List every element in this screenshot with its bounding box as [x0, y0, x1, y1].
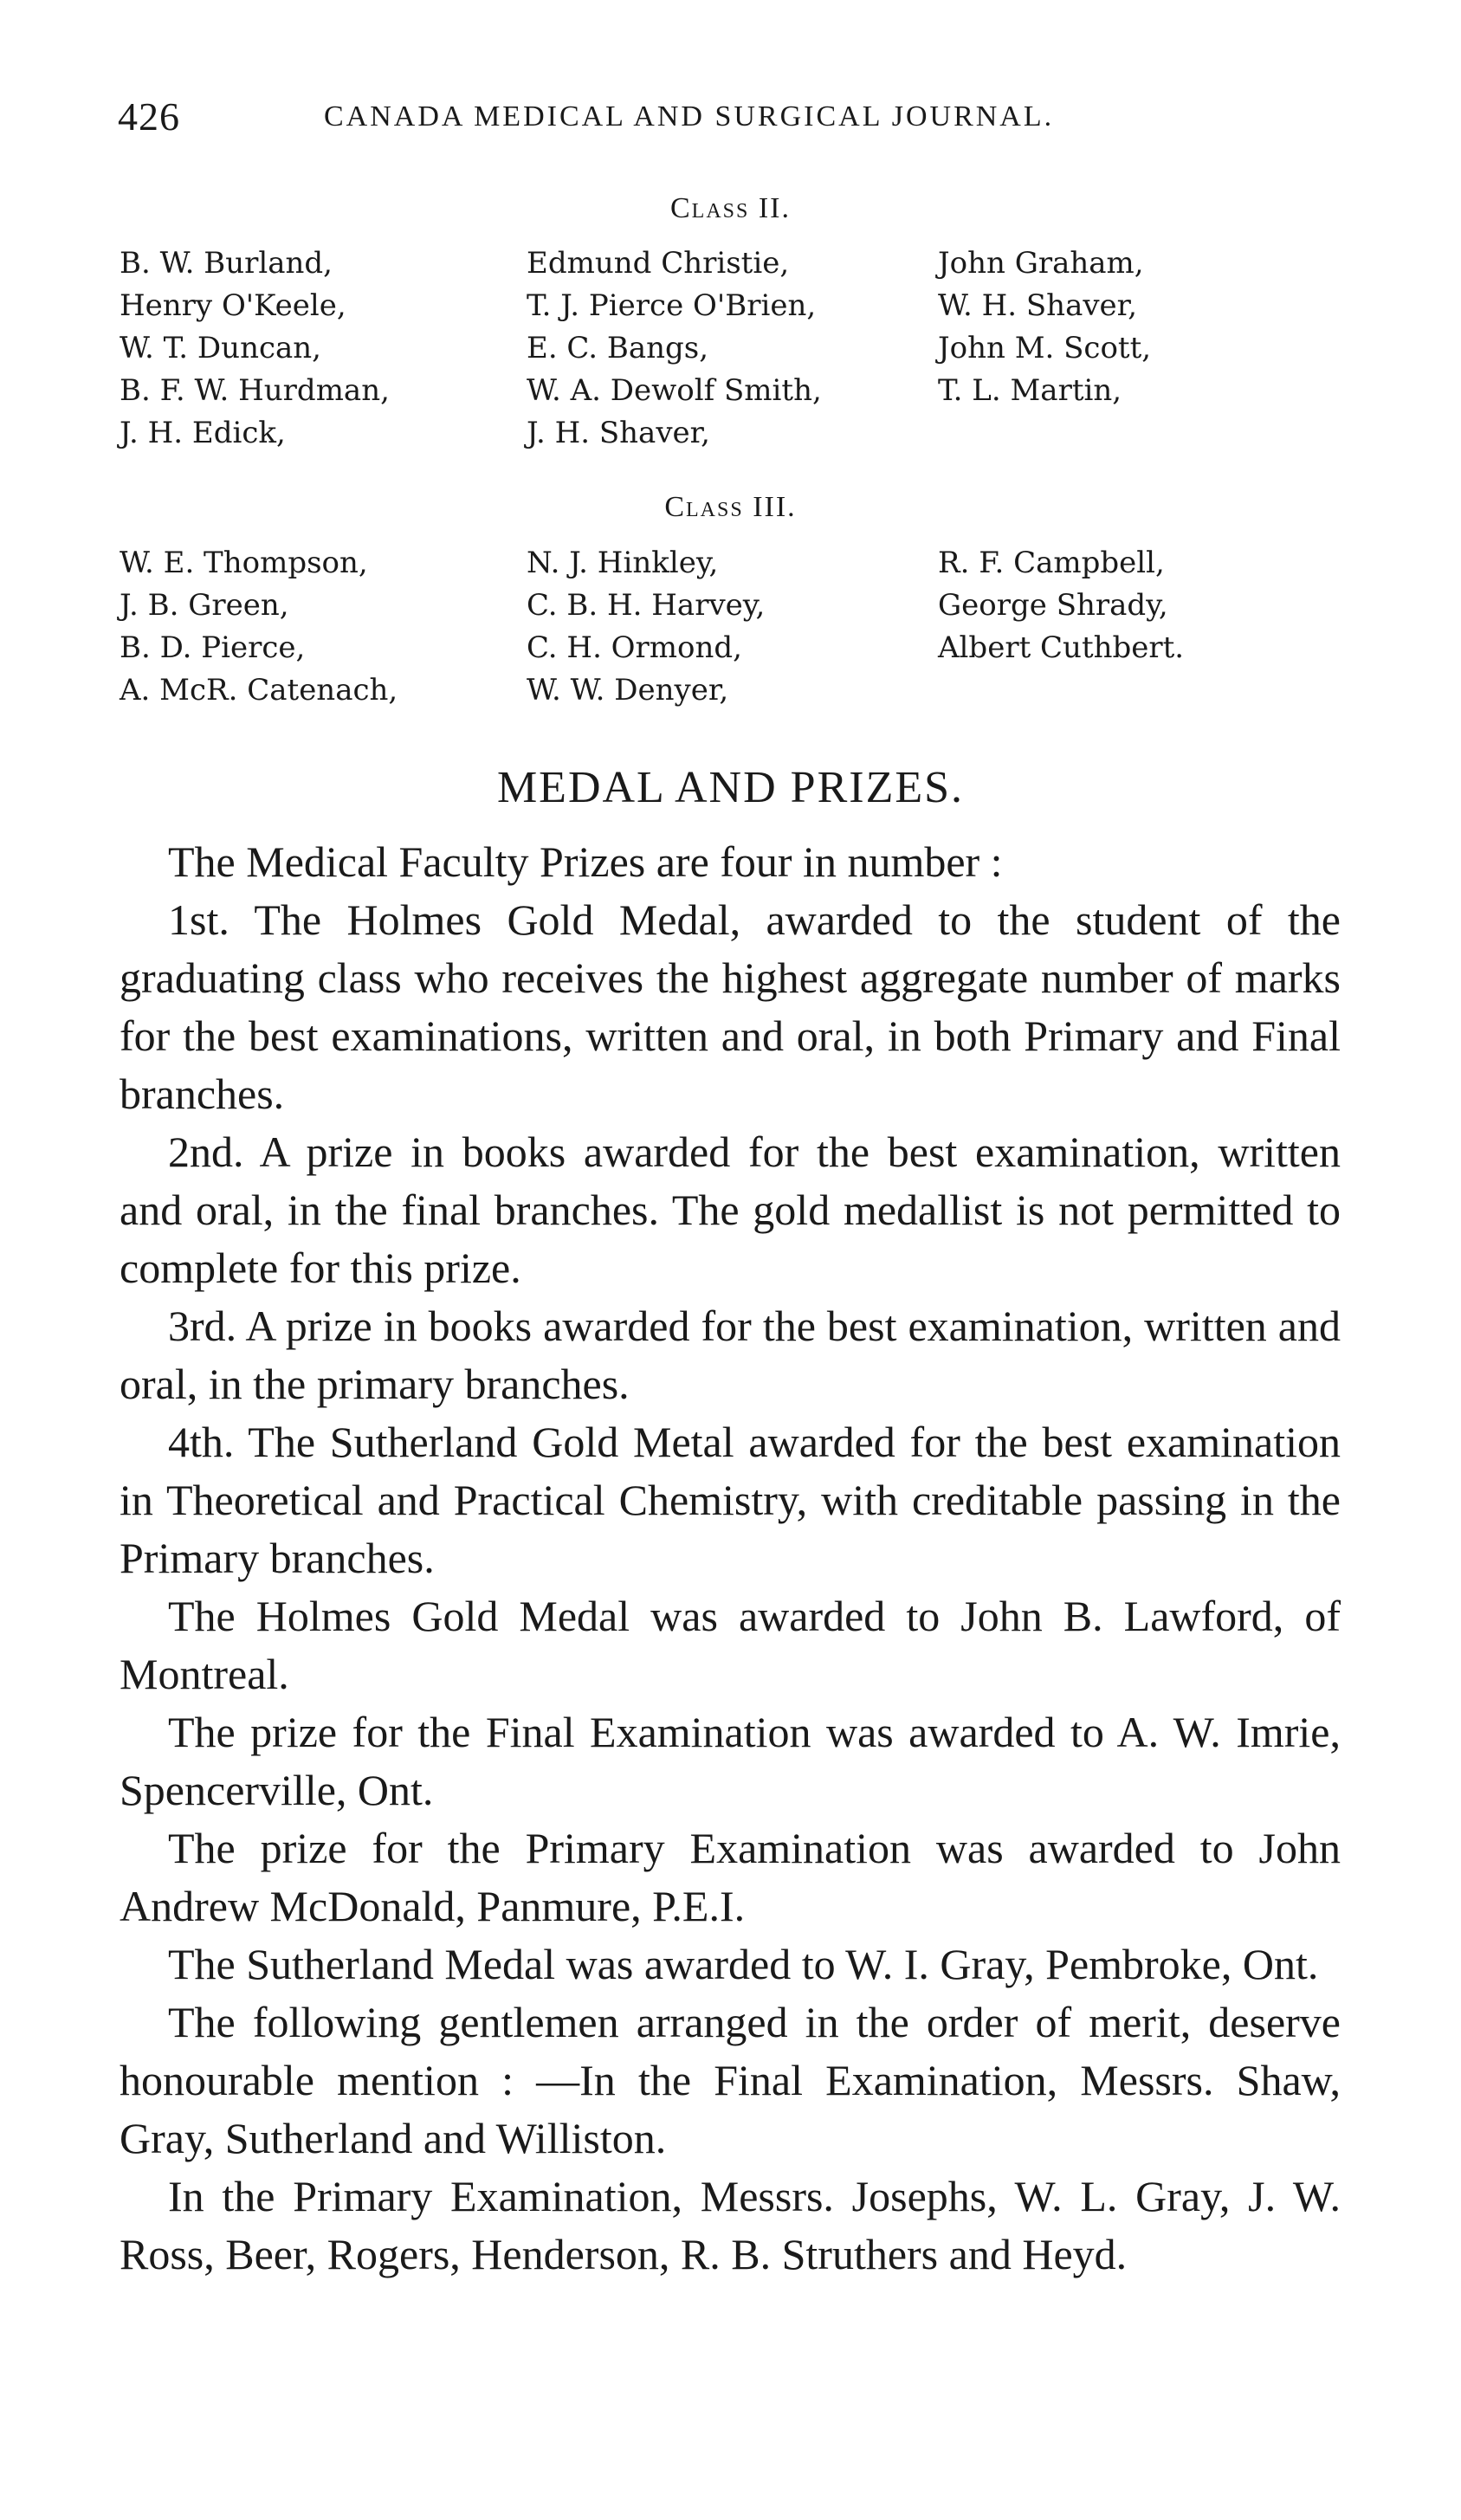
class-iii-column-2 [527, 542, 765, 712]
name-entry: J. H. Edick, [120, 416, 286, 450]
name-entry: J. H. Shaver, [527, 416, 710, 450]
class-ii-column-2 [527, 242, 822, 455]
name-entry: Henry O'Keele, [120, 288, 346, 323]
name-entry: C. B. H. Harvey, [527, 588, 766, 623]
class-ii-column-1 [120, 242, 390, 455]
name-entry: C. H. Ormond, [527, 630, 742, 665]
name-entry: B. D. Pierce, [120, 630, 306, 665]
paragraph: The prize for the Primary Examination was awarded to John Andrew McDonald, Panmure, P.E.I. [120, 1824, 1341, 1930]
name-entry: John Graham, [938, 246, 1144, 281]
class-ii-column-3 [938, 242, 1151, 412]
section-body [120, 833, 1341, 2284]
class-iii-column-1 [120, 542, 398, 712]
paragraph: The Holmes Gold Medal was awarded to John B. Lawford, of Montreal. [120, 1592, 1341, 1698]
name-entry: George Shrady, [938, 588, 1168, 623]
paragraph: The prize for the Final Examination was awarded to A. W. Imrie, Spencerville, Ont. [120, 1708, 1341, 1814]
name-entry: B. W. Burland, [120, 246, 333, 281]
name-entry: W. A. Dewolf Smith, [527, 373, 822, 408]
name-entry: Albert Cuthbert. [938, 630, 1185, 665]
name-entry: John M. Scott, [938, 331, 1152, 365]
name-entry: T. J. Pierce O'Brien, [527, 288, 817, 323]
class-ii-names [0, 242, 1461, 459]
paragraph: 3rd. A prize in books awarded for the best examination, written and oral, in the primary branches. [120, 1302, 1341, 1408]
name-entry: W. W. Denyer, [527, 673, 729, 708]
name-entry: Edmund Christie, [527, 246, 790, 281]
running-head [0, 94, 1461, 145]
paragraph: 2nd. A prize in books awarded for the best examination, written and oral, in the final branches. The gold medallist is not permitted to complete for this prize. [120, 1128, 1341, 1292]
name-entry: N. J. Hinkley, [527, 546, 719, 580]
name-entry: W. T. Duncan, [120, 331, 321, 365]
name-entry: J. B. Green, [120, 588, 289, 623]
class-iii-names [0, 542, 1461, 715]
paragraph: 4th. The Sutherland Gold Metal awarded for the best examination in Theoretical and Practical Chemistry, with creditable passing in the Primary branches. [120, 1418, 1341, 1582]
paragraph: The Sutherland Medal was awarded to W. I. Gray, Pembroke, Ont. [168, 1940, 1319, 1988]
name-entry: W. H. Shaver, [938, 288, 1137, 323]
page-number: 426 [118, 94, 180, 139]
class-iii-heading: Class III. [664, 491, 797, 523]
paragraph: In the Primary Examination, Messrs. Josephs, W. L. Gray, J. W. Ross, Beer, Rogers, Henderson, R. B. Struthers and Heyd. [120, 2172, 1341, 2278]
name-entry: W. E. Thompson, [120, 546, 368, 580]
paragraph: 1st. The Holmes Gold Medal, awarded to the student of the graduating class who receives the highest aggregate number of marks for the best examinations, written and oral, in both Primary and Final branches. [120, 895, 1341, 1118]
name-entry: E. C. Bangs, [527, 331, 709, 365]
paragraph: The following gentlemen arranged in the order of merit, deserve honourable mention : —In the Final Examination, Messrs. Shaw, Gray, Sutherland and Williston. [120, 1998, 1341, 2162]
paragraph: The Medical Faculty Prizes are four in number : [168, 837, 1003, 886]
name-entry: B. F. W. Hurdman, [120, 373, 390, 408]
class-ii-heading: Class II. [669, 192, 791, 224]
section-title: MEDAL AND PRIZES. [496, 763, 965, 812]
class-iii-column-3 [938, 542, 1184, 669]
name-entry: T. L. Martin, [938, 373, 1122, 408]
journal-title: CANADA MEDICAL AND SURGICAL JOURNAL. [324, 100, 1055, 132]
name-entry: A. McR. Catenach, [120, 673, 398, 708]
name-entry: R. F. Campbell, [938, 546, 1165, 580]
